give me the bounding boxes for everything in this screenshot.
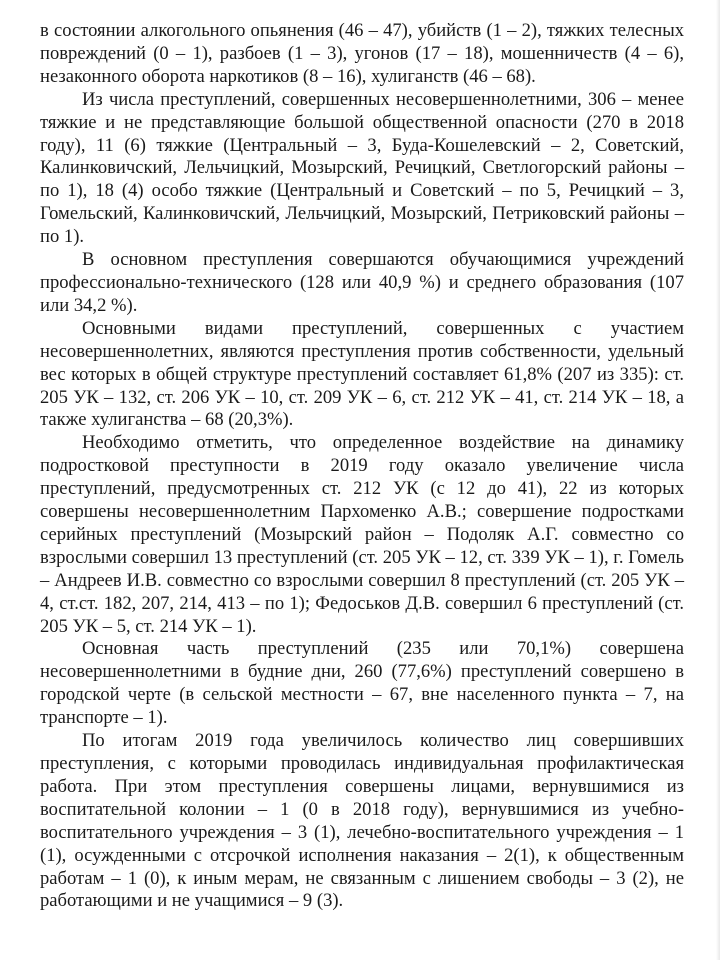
paragraph-offense-severity: Из числа преступлений, совершенных несовершеннолетними, 306 – менее тяжкие и не представляющие большой общественной опасности (270 в 2018 году), 11 (6) тяжкие (Центральный – 3, Буда-Кошелевский – 2, Советский, Калинковичский, Лельчицкий, Мозырский, Речицкий, Светлогорский районы – по 1), 18 (4) особо тяжкие (Центральный и Советский – по 5, Речицкий – 3, Гомельский, Калинковичский, Лельчицкий, Мозырский, Петриковский районы – по 1). xyxy=(40,88,684,248)
paragraph-prevention: По итогам 2019 года увеличилось количество лиц совершивших преступления, с которыми проводилась индивидуальная профилактическая работа. При этом преступления совершены лицами, вернувшимися из воспитательной колонии – 1 (0 в 2018 году), вернувшимися из учебно-воспитательного учреждения – 3 (1), лечебно-воспитательного учреждения – 1 (1), осужденными с отсрочкой исполнения наказания – 2(1), к общественным работам – 1 (0), к иным мерам, не связанным с лишением свободы – 3 (2), не работающими и не учащимися – 9 (3). xyxy=(40,730,684,912)
paragraph-dynamics: Необходимо отметить, что определенное воздействие на динамику подростковой преступности в 2019 году оказало увеличение числа преступлений, предусмотренных ст. 212 УК (с 12 до 41), 22 из которых совершены несовершеннолетним Пархоменко А.В.; совершение подростками серийных преступлений (Мозырский район – Подоляк А.Г. совместно со взрослыми совершил 13 преступлений (ст. 205 УК – 12, ст. 339 УК – 1), г. Гомель – Андреев И.В. совместно со взрослыми совершил 8 преступлений (ст. 205 УК – 4, ст.ст. 182, 207, 214, 413 – по 1); Федоськов Д.В. совершил 6 преступлений (ст. 205 УК – 5, ст. 214 УК – 1). xyxy=(40,432,684,637)
paragraph-time-place: Основная часть преступлений (235 или 70,1%) совершена несовершеннолетними в будние дни, 260 (77,6%) преступлений совершено в городской черте (в сельской местности – 67, вне населенного пункта – 7, на транспорте – 1). xyxy=(40,638,684,729)
scan-edge-shadow xyxy=(716,0,720,960)
paragraph-students: В основном преступления совершаются обучающимися учреждений профессионально-технического (128 или 40,9 %) и среднего образования (107 или 34,2 %). xyxy=(40,249,684,316)
paragraph-offense-types: Основными видами преступлений, совершенных с участием несовершеннолетних, являются преступления против собственности, удельный вес которых в общей структуре преступлений составляет 61,8% (207 из 335): ст. 205 УК – 132, ст. 206 УК – 10, ст. 209 УК – 6, ст. 212 УК – 41, ст. 214 УК – 18, а также хулиганства – 68 (20,3%). xyxy=(40,317,684,431)
paragraph-continuation: в состоянии алкогольного опьянения (46 – 47), убийств (1 – 2), тяжких телесных повреждений (0 – 1), разбоев (1 – 3), угонов (17 – 18), мошенничеств (4 – 6), незаконного оборота наркотиков (8 – 16), хулиганств (46 – 68). xyxy=(40,20,684,87)
